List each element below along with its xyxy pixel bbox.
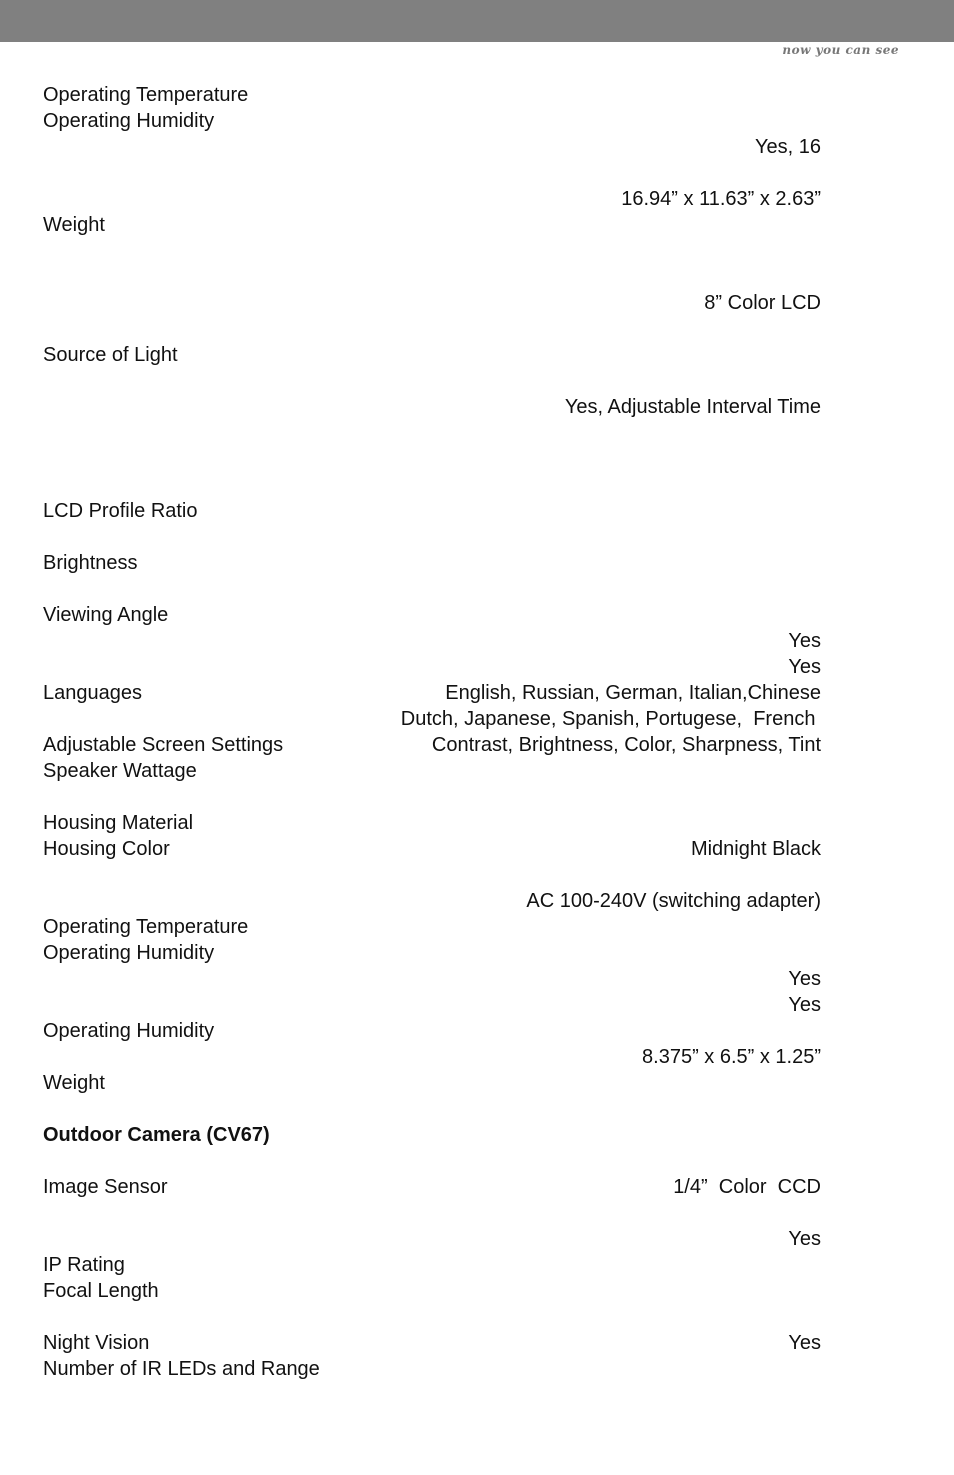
section-heading: Outdoor Camera (CV67)	[43, 1124, 270, 1146]
spec-label: Focal Length	[43, 1280, 159, 1302]
spec-row	[0, 992, 954, 1018]
spec-row	[0, 134, 954, 160]
spec-row	[0, 888, 954, 914]
spec-row	[0, 732, 954, 758]
spec-row	[0, 1096, 954, 1122]
spec-row	[0, 82, 954, 108]
spec-label: Night Vision	[43, 1332, 150, 1354]
spec-label: Brightness	[43, 552, 138, 574]
spec-label: Operating Temperature	[43, 84, 249, 106]
spec-row	[0, 1200, 954, 1226]
spec-row	[0, 186, 954, 212]
spec-label: Housing Color	[43, 838, 170, 860]
spec-label: Source of Light	[43, 344, 178, 366]
spec-row	[0, 810, 954, 836]
spec-row	[0, 914, 954, 940]
spec-row	[0, 1278, 954, 1304]
spec-row	[0, 1044, 954, 1070]
spec-row	[0, 1148, 954, 1174]
spec-row	[0, 446, 954, 472]
spec-row	[0, 784, 954, 810]
spec-row	[0, 1018, 954, 1044]
spec-row	[0, 966, 954, 992]
spec-label: Housing Material	[43, 812, 194, 834]
spec-row	[0, 108, 954, 134]
spec-label: Weight	[43, 214, 105, 236]
spec-row	[0, 1226, 954, 1252]
spec-label: IP Rating	[43, 1254, 125, 1276]
spec-value: Yes	[788, 630, 821, 652]
spec-value: Contrast, Brightness, Color, Sharpness, Tint	[431, 734, 821, 756]
spec-row	[0, 316, 954, 342]
spec-label: Speaker Wattage	[43, 760, 197, 782]
spec-row	[0, 836, 954, 862]
spec-row	[0, 1070, 954, 1096]
spec-row	[0, 576, 954, 602]
spec-value: Yes	[788, 994, 821, 1016]
spec-row	[0, 160, 954, 186]
spec-row	[0, 524, 954, 550]
spec-value: Yes, Adjustable Interval Time	[564, 396, 821, 418]
spec-row	[0, 472, 954, 498]
spec-row	[0, 1356, 954, 1382]
spec-value: Midnight Black	[690, 838, 821, 860]
spec-row	[0, 680, 954, 706]
spec-row	[0, 394, 954, 420]
spec-value: Yes, 16	[755, 136, 821, 158]
spec-row	[0, 420, 954, 446]
spec-row	[0, 758, 954, 784]
spec-value: Yes	[788, 1332, 821, 1354]
spec-value: Yes	[788, 968, 821, 990]
spec-row	[0, 290, 954, 316]
spec-value: Yes	[788, 656, 821, 678]
spec-label: Operating Humidity	[43, 942, 215, 964]
spec-value: 8.375” x 6.5” x 1.25”	[642, 1046, 821, 1068]
spec-row	[0, 264, 954, 290]
spec-value: 1/4” Color CCD	[673, 1176, 821, 1198]
spec-row	[0, 368, 954, 394]
spec-label: Languages	[43, 682, 142, 704]
spec-row	[0, 628, 954, 654]
spec-value: Yes	[788, 1228, 821, 1250]
spec-row	[0, 550, 954, 576]
spec-row	[0, 238, 954, 264]
spec-label: Weight	[43, 1072, 105, 1094]
spec-row	[0, 1174, 954, 1200]
spec-row	[0, 940, 954, 966]
spec-label: LCD Profile Ratio	[43, 500, 198, 522]
spec-row	[0, 342, 954, 368]
spec-row	[0, 212, 954, 238]
tagline: now you can see	[782, 43, 899, 57]
spec-label: Operating Humidity	[43, 1020, 215, 1042]
spec-row	[0, 706, 954, 732]
spec-row	[0, 1330, 954, 1356]
spec-value: English, Russian, German, Italian,Chinese	[445, 682, 821, 704]
spec-label: Viewing Angle	[43, 604, 169, 626]
spec-label: Adjustable Screen Settings	[43, 734, 284, 756]
spec-value: Dutch, Japanese, Spanish, Portugese, French	[400, 708, 821, 730]
header-bar	[0, 0, 954, 42]
spec-row	[0, 1304, 954, 1330]
spec-value: 8” Color LCD	[704, 292, 821, 314]
spec-row	[0, 1252, 954, 1278]
spec-row	[0, 602, 954, 628]
spec-row	[0, 654, 954, 680]
spec-label: Operating Humidity	[43, 110, 215, 132]
spec-value: AC 100-240V (switching adapter)	[526, 890, 821, 912]
spec-row	[0, 862, 954, 888]
spec-label: Operating Temperature	[43, 916, 249, 938]
spec-value: 16.94” x 11.63” x 2.63”	[621, 188, 821, 210]
spec-label: Image Sensor	[43, 1176, 168, 1198]
spec-label: Number of IR LEDs and Range	[43, 1358, 320, 1380]
spec-row	[0, 498, 954, 524]
spec-row	[0, 1122, 954, 1148]
